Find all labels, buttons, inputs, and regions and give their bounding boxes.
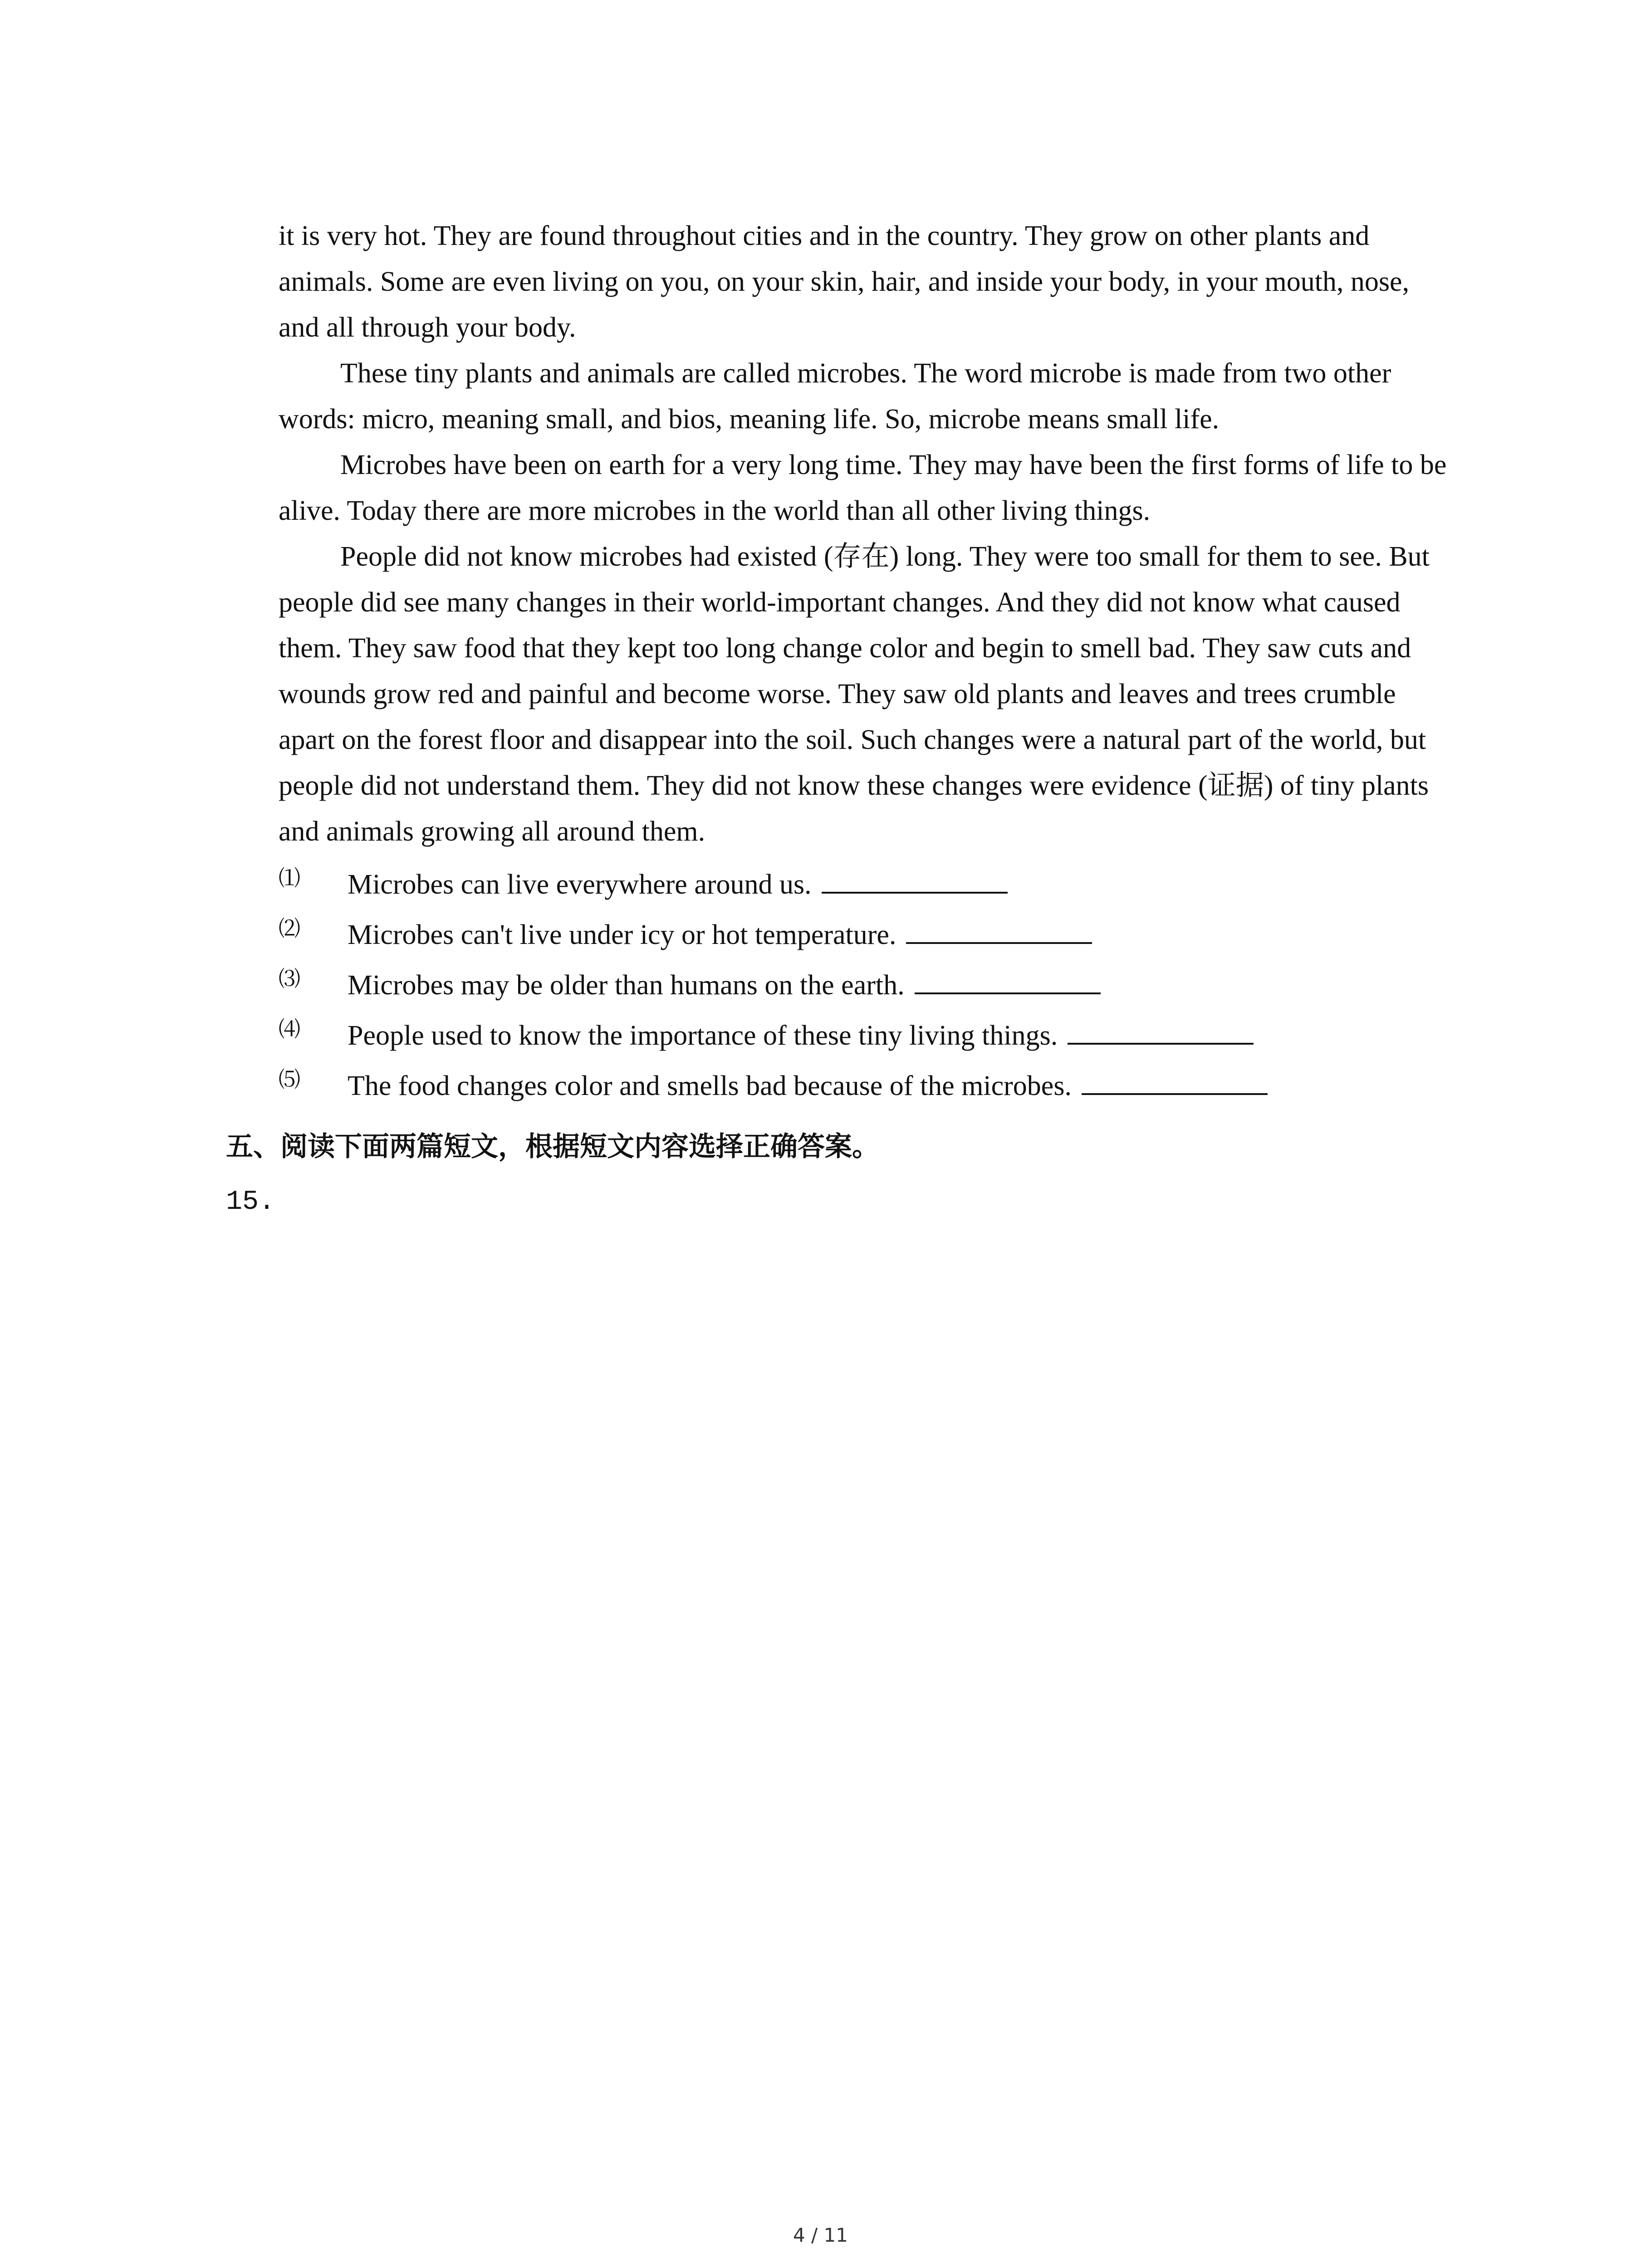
- question-text: The food changes color and smells bad because of the microbes.: [348, 1070, 1072, 1101]
- passage-paragraph: Microbes have been on earth for a very long time. They may have been the first forms of life to be alive. Today there are more microbes in the world than all other living things.: [279, 450, 1447, 526]
- question-text: Microbes can't live under icy or hot temperature.: [348, 919, 896, 950]
- answer-blank[interactable]: [1068, 1013, 1254, 1045]
- reading-passage: [279, 213, 1454, 855]
- question-item: [279, 912, 1504, 963]
- question-item: [279, 963, 1504, 1013]
- question-number-15: 15.: [226, 1187, 275, 1217]
- question-number: ⑶: [279, 966, 301, 992]
- answer-blank[interactable]: [1082, 1063, 1268, 1095]
- question-text: People used to know the importance of these tiny living things.: [348, 1020, 1058, 1051]
- passage-paragraph: People did not know microbes had existed (存在) long. They were too small for them to see. But people did see many changes in their world-important changes. And they did not know what caused them. They saw food that they kept too long change color and begin to smell bad. They saw cuts and wounds grow red and painful and become worse. They saw old plants and leaves and trees crumble apart on the forest floor and disappear into the soil. Such changes were a natural part of the world, but people did not understand them. They did not know these changes were evidence (证据) of tiny plants and animals growing all around them.: [279, 541, 1430, 847]
- question-number: ⑵: [279, 916, 301, 941]
- question-number: ⑸: [279, 1067, 301, 1092]
- question-item: [279, 1013, 1504, 1063]
- answer-blank[interactable]: [822, 862, 1008, 894]
- section-heading: 五、阅读下面两篇短文，根据短文内容选择正确答案。: [226, 1131, 879, 1163]
- answer-blank[interactable]: [915, 963, 1101, 994]
- passage-paragraph: These tiny plants and animals are called microbes. The word microbe is made from two other words: micro, meaning small, and bios, meaning life. So, microbe means small life.: [279, 358, 1391, 435]
- answer-blank[interactable]: [906, 912, 1092, 944]
- question-item: [279, 862, 1504, 912]
- true-false-questions: [279, 862, 1504, 1114]
- question-item: [279, 1063, 1504, 1114]
- question-number: ⑴: [279, 865, 301, 891]
- question-text: Microbes may be older than humans on the earth.: [348, 970, 905, 1001]
- page-number: 4 / 11: [793, 2224, 848, 2246]
- passage-paragraph: it is very hot. They are found throughout cities and in the country. They grow on other plants and animals. Some are even living on you, on your skin, hair, and inside your body, in your mouth, nose, and all through your body.: [279, 220, 1410, 343]
- question-text: Microbes can live everywhere around us.: [348, 869, 812, 900]
- question-number: ⑷: [279, 1017, 301, 1042]
